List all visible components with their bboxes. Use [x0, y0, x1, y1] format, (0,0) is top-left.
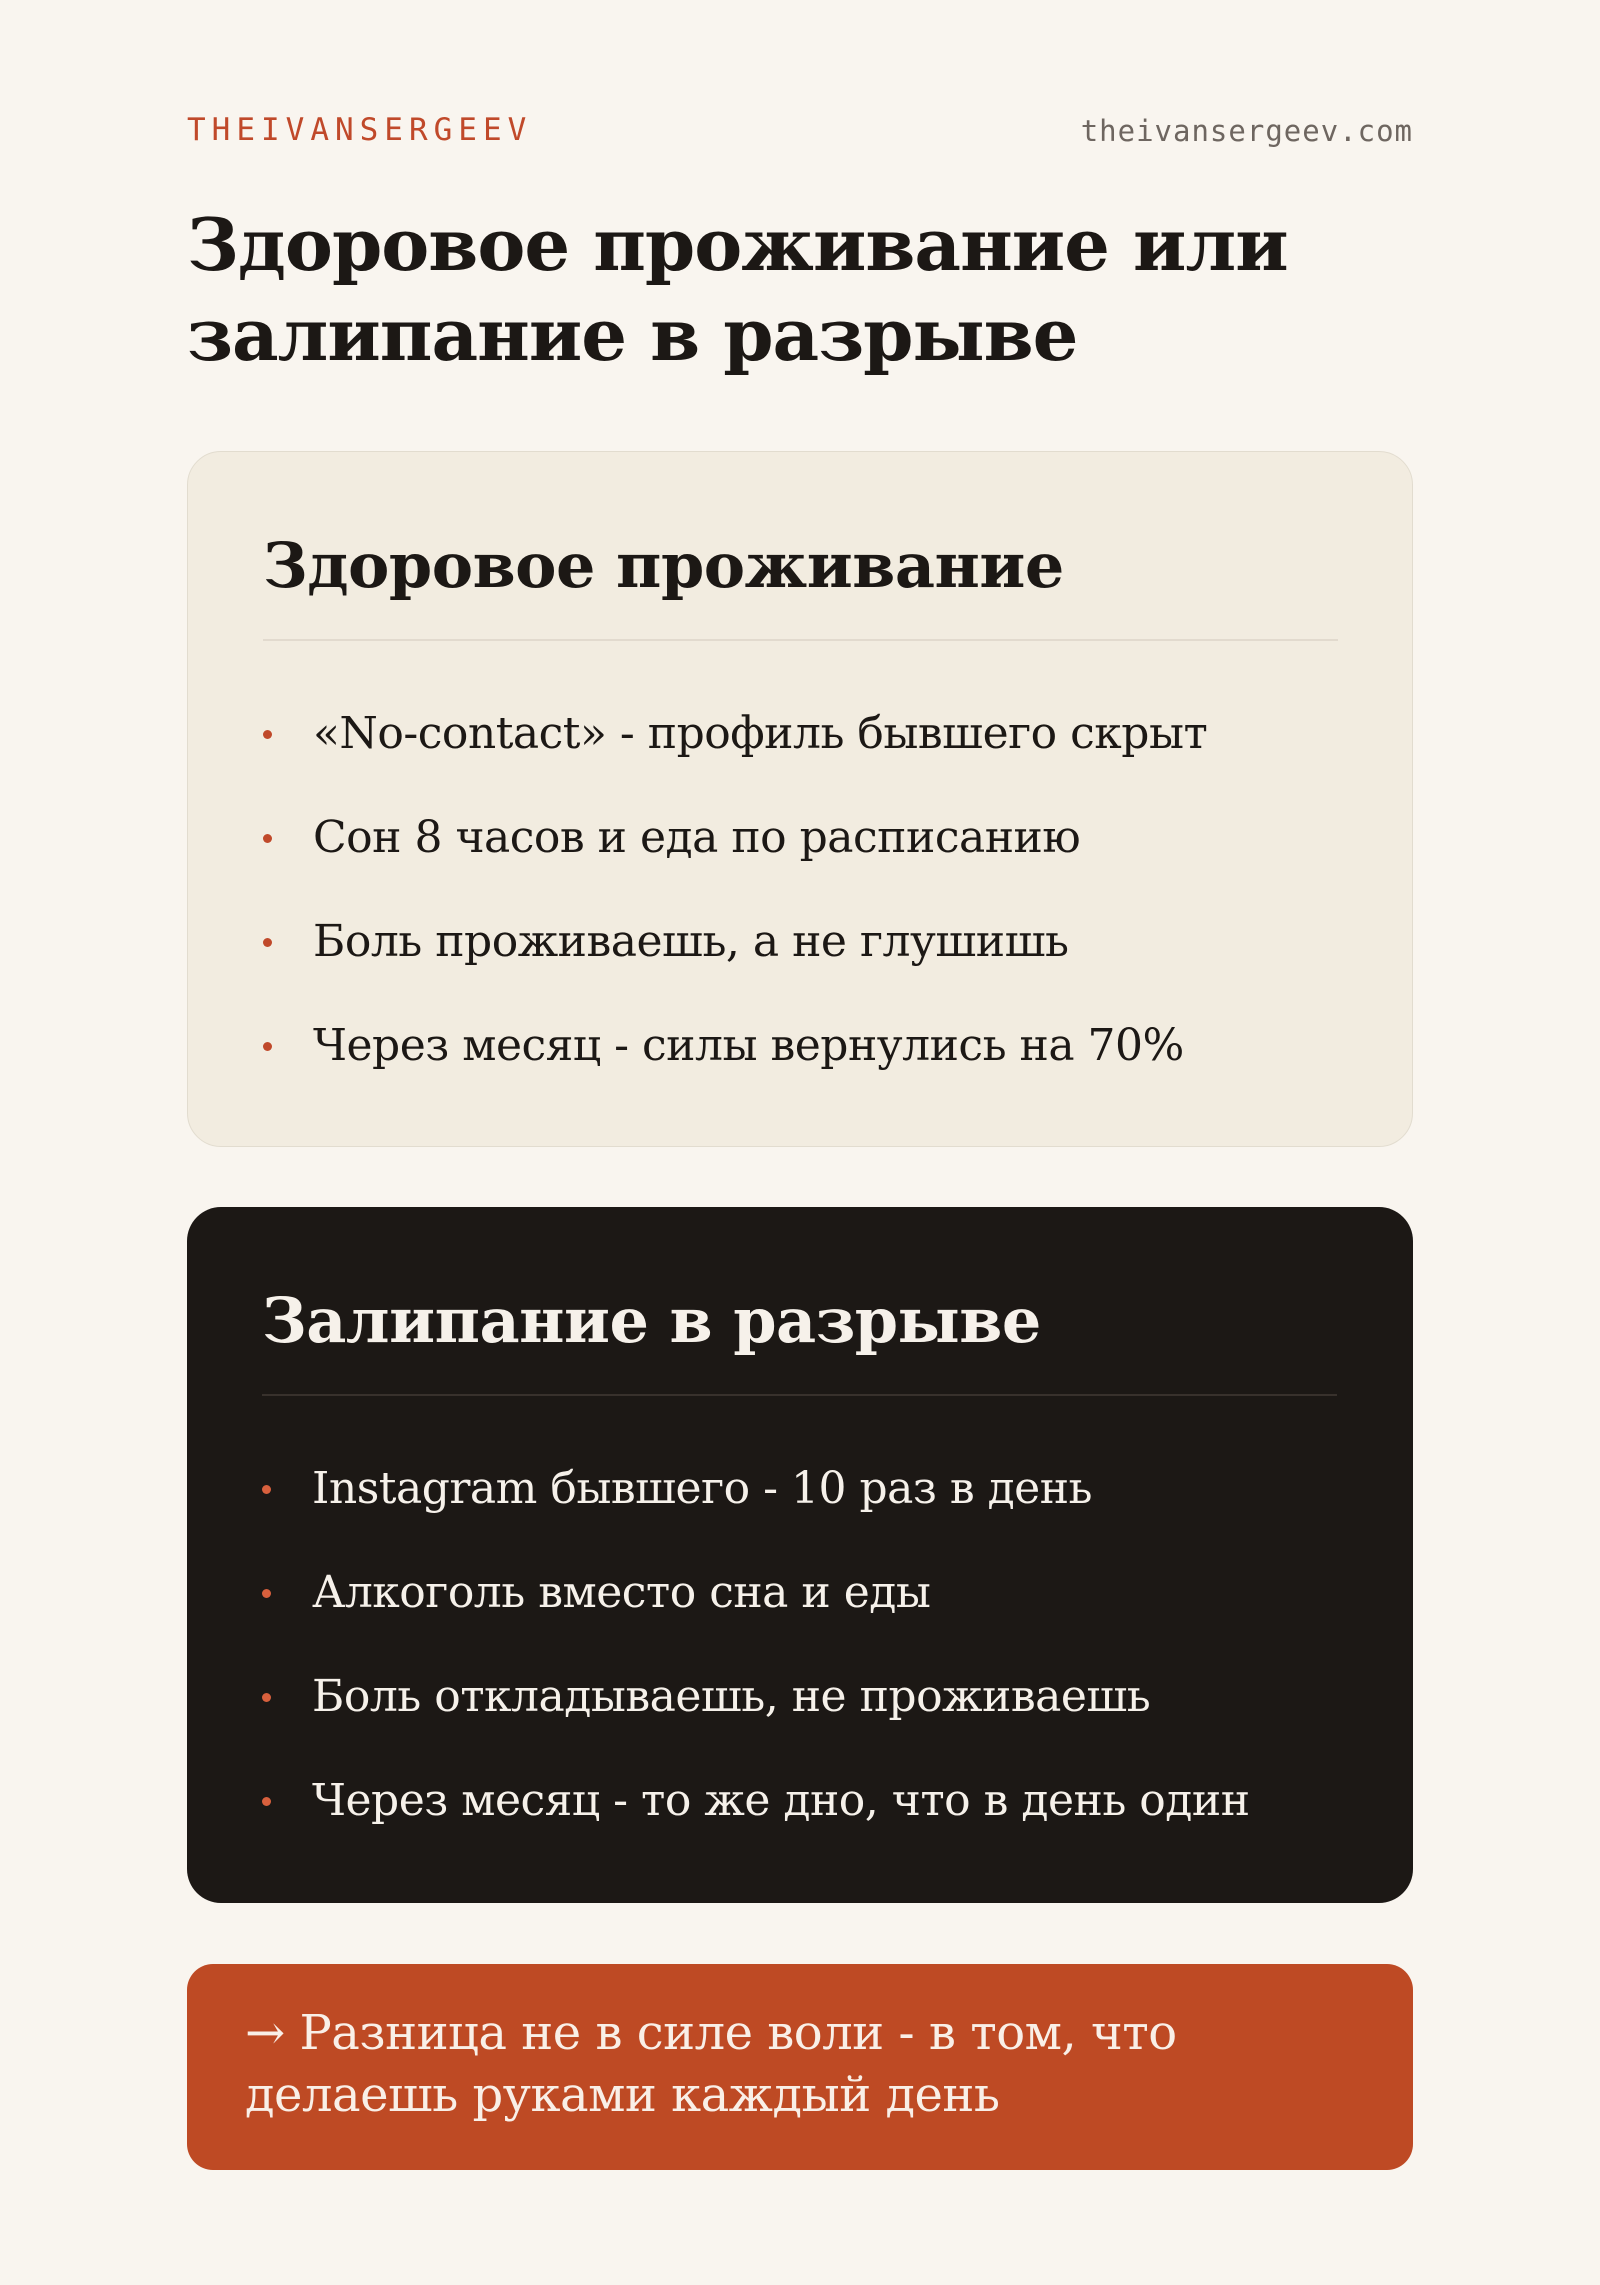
stuck-list	[262, 1437, 1337, 1853]
healthy-card-divider	[263, 639, 1338, 641]
conclusion-callout	[187, 1964, 1413, 2170]
stuck-list-item	[262, 1437, 1337, 1541]
brand-name: THEIVANSERGEEV	[187, 112, 533, 148]
healthy-card	[187, 451, 1413, 1147]
healthy-list-item	[263, 682, 1338, 786]
healthy-item-text: Боль проживаешь, а не глушишь	[313, 916, 1069, 967]
healthy-list-item	[263, 890, 1338, 994]
stuck-item-text: Боль откладываешь, не проживаешь	[312, 1671, 1151, 1722]
healthy-card-title: Здоровое проживание	[263, 529, 1064, 602]
site-url: theivansergeev.com	[1080, 114, 1413, 148]
stuck-item-text: Instagram бывшего - 10 раз в день	[312, 1463, 1092, 1514]
stuck-item-text: Через месяц - то же дно, что в день один	[312, 1775, 1250, 1826]
healthy-list	[263, 682, 1338, 1098]
healthy-item-text: Сон 8 часов и еда по расписанию	[313, 812, 1081, 863]
page-title: Здоровое проживание или залипание в разрыве	[187, 202, 1288, 377]
stuck-item-text: Алкоголь вместо сна и еды	[312, 1567, 931, 1618]
stuck-card-title: Залипание в разрыве	[262, 1284, 1041, 1357]
stuck-list-item	[262, 1541, 1337, 1645]
healthy-list-item	[263, 994, 1338, 1098]
top-bar	[187, 112, 1413, 152]
healthy-item-text: «No-contact» - профиль бывшего скрыт	[313, 708, 1208, 759]
stuck-card	[187, 1207, 1413, 1903]
bullet-dot-icon	[263, 1042, 272, 1051]
bullet-dot-icon	[263, 730, 272, 739]
bullet-dot-icon	[262, 1693, 271, 1702]
healthy-item-text: Через месяц - силы вернулись на 70%	[313, 1020, 1184, 1071]
bullet-dot-icon	[263, 834, 272, 843]
bullet-dot-icon	[262, 1485, 271, 1494]
bullet-dot-icon	[263, 938, 272, 947]
stuck-list-item	[262, 1749, 1337, 1853]
bullet-dot-icon	[262, 1797, 271, 1806]
stuck-card-divider	[262, 1394, 1337, 1396]
bullet-dot-icon	[262, 1589, 271, 1598]
callout-text: → Разница не в силе воли - в том, что делаешь руками каждый день	[245, 2005, 1177, 2123]
healthy-list-item	[263, 786, 1338, 890]
stuck-list-item	[262, 1645, 1337, 1749]
